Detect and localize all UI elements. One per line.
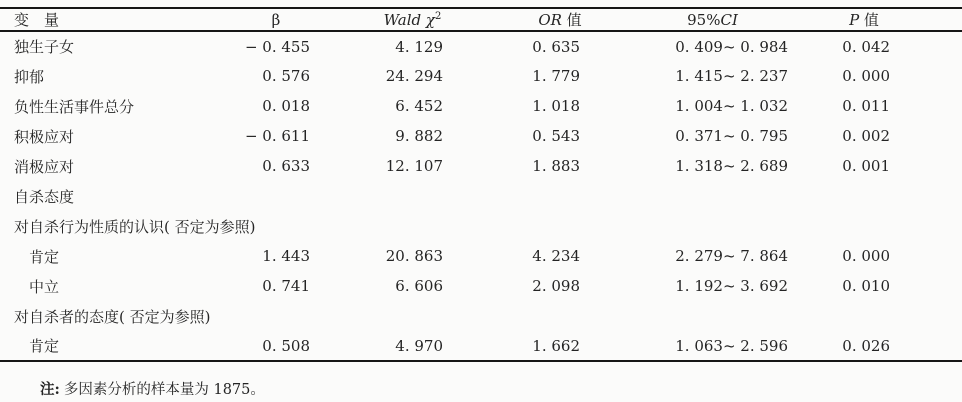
cell-beta [232, 181, 320, 211]
cell-wald: 6. 606 [395, 277, 443, 295]
table-row [0, 151, 962, 181]
column-header-variable: 变 量 [0, 8, 232, 31]
cell-wald: 4. 129 [395, 37, 443, 56]
cell-or: 1. 779 [532, 67, 580, 85]
or-suffix: 值 [561, 11, 582, 29]
chi-symbol: χ [421, 10, 435, 29]
wald-label: Wald [383, 10, 422, 29]
table-row [0, 331, 962, 361]
cell-or: 4. 234 [532, 247, 580, 265]
cell-variable: 肯定 [29, 247, 60, 266]
cell-beta: 1. 443 [262, 247, 310, 265]
cell-p: 0. 010 [842, 277, 890, 295]
cell-ci: 1. 415~ 2. 237 [675, 67, 788, 85]
cell-p: 0. 042 [842, 37, 890, 56]
column-header-wald-chi-square [320, 8, 455, 31]
cell-p: 0. 002 [842, 127, 890, 145]
p-suffix: 值 [859, 11, 879, 29]
column-header-p [800, 8, 962, 31]
cell-beta: 0. 633 [262, 157, 310, 175]
column-header-ci [595, 8, 800, 31]
cell-ci [595, 211, 800, 241]
table-row [0, 121, 962, 151]
cell-p [800, 301, 962, 331]
table-footnote [40, 378, 265, 399]
cell-wald: 4. 970 [320, 331, 455, 361]
cell-p: 0. 026 [800, 331, 962, 361]
cell-wald: 12. 107 [385, 157, 443, 175]
cell-variable: 负性生活事件总分 [14, 97, 135, 116]
p-label: P [849, 11, 860, 29]
cell-variable: 消极应对 [14, 157, 75, 176]
table-section-row [0, 211, 962, 241]
cell-ci: 1. 063~ 2. 596 [595, 331, 800, 361]
table-section-row [0, 301, 962, 331]
cell-ci: 0. 371~ 0. 795 [675, 127, 788, 145]
cell-wald: 9. 882 [395, 127, 443, 145]
cell-beta: 0. 576 [262, 67, 310, 85]
cell-variable: 对自杀行为性质的认识( 否定为参照) [14, 217, 256, 236]
cell-beta: 0. 741 [262, 277, 310, 295]
cell-or: 1. 883 [532, 157, 580, 175]
footnote-text: 多因素分析的样本量为 1875。 [63, 382, 265, 398]
cell-or: 0. 635 [532, 37, 580, 56]
cell-ci [595, 301, 800, 331]
cell-ci: 0. 409~ 0. 984 [675, 37, 788, 56]
or-label: OR [538, 11, 562, 29]
cell-p: 0. 000 [842, 67, 890, 85]
cell-or: 2. 098 [532, 277, 580, 295]
footnote-label: 注: [40, 381, 60, 398]
cell-variable: 抑郁 [14, 67, 45, 86]
table-row [0, 271, 962, 301]
cell-or [455, 211, 595, 241]
table-row [0, 61, 962, 91]
table-section-row [0, 181, 962, 211]
cell-or: 0. 543 [532, 127, 580, 145]
cell-ci: 2. 279~ 7. 864 [675, 247, 788, 265]
table-row [0, 241, 962, 271]
cell-variable: 积极应对 [14, 127, 75, 146]
cell-beta [232, 301, 320, 331]
cell-beta: 0. 018 [262, 97, 310, 115]
cell-beta: − 0. 455 [244, 37, 310, 56]
chi-square-exponent: 2 [434, 10, 442, 22]
ci-label: CI [720, 10, 738, 29]
cell-wald: 24. 294 [385, 67, 443, 85]
cell-beta: 0. 508 [232, 331, 320, 361]
ci-prefix: 95% [687, 10, 721, 29]
cell-ci [595, 181, 800, 211]
cell-or: 1. 662 [455, 331, 595, 361]
cell-p [800, 181, 962, 211]
cell-beta: − 0. 611 [244, 127, 310, 145]
cell-p [800, 211, 962, 241]
column-header-beta: β [232, 8, 320, 31]
cell-or: 1. 018 [532, 97, 580, 115]
cell-variable: 对自杀者的态度( 否定为参照) [14, 307, 211, 326]
cell-or [455, 301, 595, 331]
table-row [0, 31, 962, 61]
cell-wald: 6. 452 [395, 97, 443, 115]
column-header-or [455, 8, 595, 31]
cell-variable: 肯定 [0, 331, 232, 361]
cell-p: 0. 011 [842, 97, 890, 115]
cell-wald [320, 301, 455, 331]
cell-variable: 中立 [29, 277, 60, 296]
table-row [0, 91, 962, 121]
table-header-row [0, 8, 962, 31]
regression-results-table [0, 7, 962, 362]
cell-ci: 1. 192~ 3. 692 [675, 277, 788, 295]
cell-variable: 独生子女 [14, 38, 75, 56]
cell-ci: 1. 004~ 1. 032 [675, 97, 788, 115]
cell-p: 0. 000 [842, 247, 890, 265]
cell-or [455, 181, 595, 211]
cell-wald: 20. 863 [385, 247, 443, 265]
cell-variable: 自杀态度 [14, 187, 75, 206]
cell-wald [320, 181, 455, 211]
cell-ci: 1. 318~ 2. 689 [675, 157, 788, 175]
cell-p: 0. 001 [842, 157, 890, 175]
cell-wald [320, 211, 455, 241]
